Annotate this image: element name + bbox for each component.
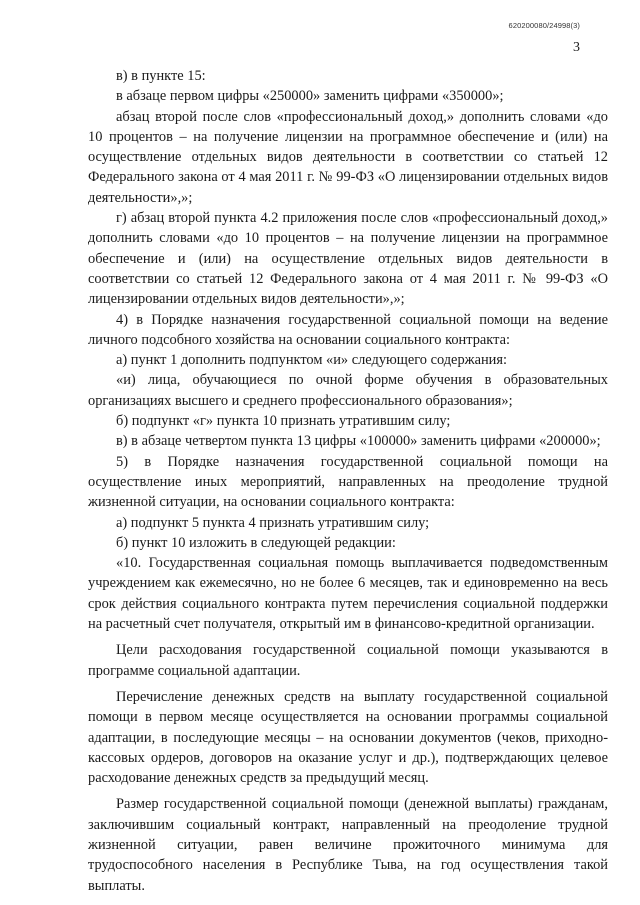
- paragraph: в абзаце первом цифры «250000» заменить цифрами «350000»;: [116, 88, 504, 105]
- paragraph: «10. Государственная социальная помощь выплачивается подведомственным учреждением как ежемесячно, но не более 6 месяцев, так и единовременно на весь срок действия социального контракта путем перечисления социальной поддержки на расчетный счет получателя, открытый им в финансово-кредитной организации.: [88, 555, 608, 633]
- paragraph: 5) в Порядке назначения государственной социальной помощи на осуществление иных мероприятий, направленных на преодоление трудной жизненной ситуации, на основании социального контракта:: [88, 453, 608, 511]
- page-number: 3: [573, 40, 580, 55]
- paragraph: Размер государственной социальной помощи (денежной выплаты) гражданам, заключившим социальный контракт, направленный на преодоление трудной жизненной ситуации, равен величине прожиточного минимума для трудоспособного населения в Республике Тыва, на год осуществления такой выплаты.: [88, 796, 608, 894]
- paragraph: б) подпункт «г» пункта 10 признать утратившим силу;: [116, 413, 451, 430]
- paragraph: «и) лица, обучающиеся по очной форме обучения в образовательных организациях высшего и среднего профессионального образования»;: [88, 372, 608, 409]
- paragraph: а) подпункт 5 пункта 4 признать утратившим силу;: [116, 514, 430, 531]
- paragraph: Перечисление денежных средств на выплату государственной социальной помощи в первом месяце осуществляется на основании программы социальной адаптации, в последующие месяцы – на основании документов (чеков, приходно-кассовых ордеров, договоров на оказание услуг и др.), подтверждающих целевое расходование денежных средств за предыдущий месяц.: [88, 688, 608, 787]
- paragraph: б) пункт 10 изложить в следующей редакции:: [116, 534, 396, 551]
- paragraph: г) абзац второй пункта 4.2 приложения после слов «профессиональный доход,» дополнить словами «до 10 процентов – на получение лицензии на программное обеспечение и (или) на осуществление отдельных видов деятельности в соответствии со статьей 12 Федерального закона от 4 мая 2011 г. № 99-ФЗ «О лицензировании отдельных видов деятельности»,»;: [88, 210, 608, 308]
- document-code: 620200080/24998(3): [508, 21, 580, 30]
- paragraph: а) пункт 1 дополнить подпунктом «и» следующего содержания:: [116, 352, 507, 369]
- paragraph: в) в пункте 15:: [116, 68, 206, 84]
- paragraph: в) в абзаце четвертом пункта 13 цифры «100000» заменить цифрами «200000»;: [116, 433, 601, 450]
- paragraph: абзац второй после слов «профессиональный доход,» дополнить словами «до 10 процентов – на получение лицензии на программное обеспечение и (или) на осуществление отдельных видов деятельности в соответствии со статьей 12 Федерального закона от 4 мая 2011 г. № 99-ФЗ «О лицензировании отдельных видов деятельности»,»;: [88, 108, 608, 206]
- document-body: [88, 66, 608, 896]
- paragraph: 4) в Порядке назначения государственной социальной помощи на ведение личного подсобного хозяйства на основании социального контракта:: [88, 311, 608, 348]
- paragraph: Цели расходования государственной социальной помощи указываются в программе социальной адаптации.: [88, 642, 608, 679]
